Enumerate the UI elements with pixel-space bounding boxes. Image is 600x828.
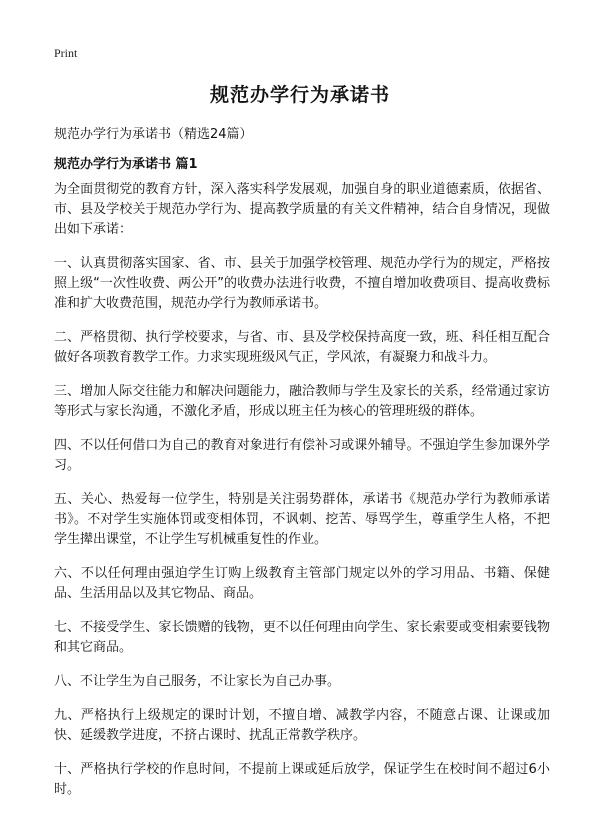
print-link[interactable]: Print: [54, 46, 78, 60]
paragraph-item-2: 二、严格贯彻、执行学校要求，与省、市、县及学校保持高度一致，班、科任相互配合做好各项教育教学工作。力求实现班级风气正，学风浓，有凝聚力和战斗力。: [54, 330, 550, 365]
paragraph-item-10: 十、严格执行学校的作息时间，不提前上课或延后放学，保证学生在校时间不超过6小时。: [54, 762, 550, 797]
section-heading: 规范办学行为承诺书 篇1: [54, 157, 198, 172]
paragraph-item-6: 六、不以任何理由强迫学生订购上级教育主管部门规定以外的学习用品、书籍、保健品、生活用品以及其它物品、商品。: [54, 566, 550, 601]
paragraph-item-5: 五、关心、热爱每一位学生，特别是关注弱势群体，承诺书《规范办学行为教师承诺书》。不对学生实施体罚或变相体罚，不讽刺、挖苦、辱骂学生，尊重学生人格，不把学生撵出课堂，不让学生写机械重复性的作业。: [54, 492, 550, 547]
paragraph-item-4: 四、不以任何借口为自己的教育对象进行有偿补习或课外辅导。不强迫学生参加课外学习。: [54, 438, 550, 473]
paragraph-intro: 为全面贯彻党的教育方针，深入落实科学发展观，加强自身的职业道德素质，依据省、市、县及学校关于规范办学行为、提高教学质量的有关文件精神，结合自身情况，现做出如下承诺：: [54, 182, 550, 237]
paragraph-item-7: 七、不接受学生、家长馈赠的钱物，更不以任何理由向学生、家长索要或变相索要钱物和其它商品。: [54, 620, 550, 655]
paragraph-item-1: 一、认真贯彻落实国家、省、市、县关于加强学校管理、规范办学行为的规定，严格按照上级“一次性收费、两公开”的收费办法进行收费，不擅自增加收费项目、提高收费标准和扩大收费范围，规范办学行为教师承诺书。: [54, 256, 550, 311]
paragraph-item-3: 三、增加人际交往能力和解决问题能力，融洽教师与学生及家长的关系，经常通过家访等形式与家长沟通，不激化矛盾，形成以班主任为核心的管理班级的群体。: [54, 384, 550, 419]
paragraph-item-8: 八、不让学生为自己服务，不让家长为自己办事。: [54, 674, 341, 689]
document-subtitle: 规范办学行为承诺书（精选24篇）: [54, 127, 253, 142]
document-title: 规范办学行为承诺书: [209, 84, 390, 106]
document-body: [54, 180, 550, 814]
paragraph-item-9: 九、严格执行上级规定的课时计划，不擅自增、减教学内容，不随意占课、让课或加快、延缓教学进度，不挤占课时、扰乱正常教学秩序。: [54, 708, 550, 743]
